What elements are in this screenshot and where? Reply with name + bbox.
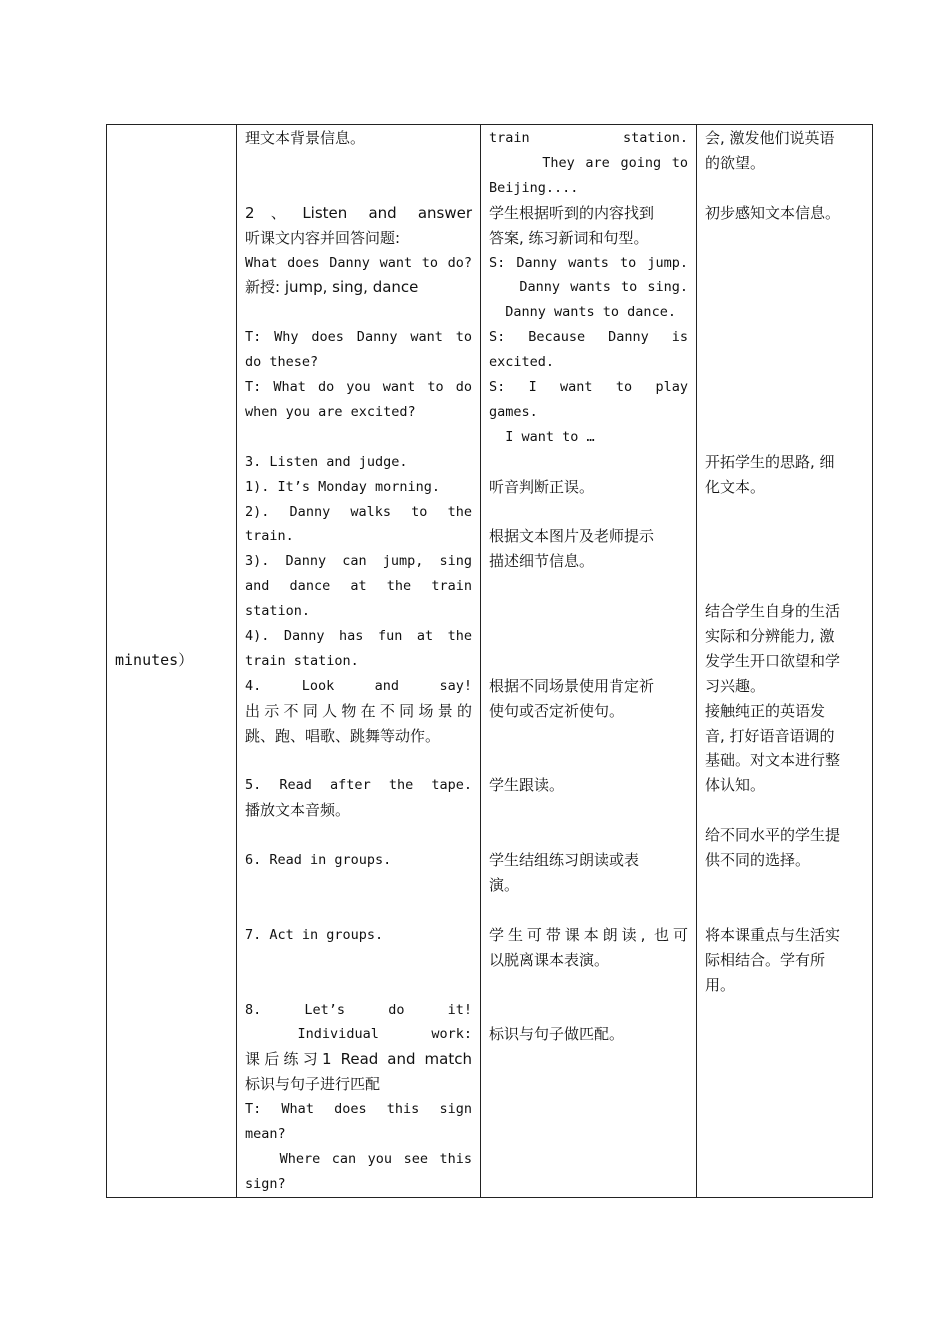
text-line: T: What does this sign [245,1101,472,1118]
text-line: 体认知。 [705,776,766,795]
text-line: 5. Read after the tape. [245,777,472,794]
teacher-activity-cell [237,125,481,1198]
text-line [705,300,864,325]
text-line: They are going to [489,154,689,171]
text-line: 给不同水平的学生提 [705,826,841,845]
text-line: 结合学生自身的生活 [705,602,841,620]
text-line: T: Why does Danny want to [245,329,472,346]
student-activity-lines [481,125,696,1047]
text-line [245,425,472,450]
stage-cell [107,125,237,1198]
text-line [245,973,472,998]
text-line: 演。 [489,876,520,895]
text-line [705,873,864,898]
text-line [705,350,864,375]
text-line: 理文本背景信息。 [245,129,366,147]
text-line: 跳、跑、唱歌、跳舞等动作。 [245,726,441,745]
text-line: 听课文内容并回答问题: [245,228,401,247]
text-line [705,898,864,923]
text-line [245,151,472,176]
text-line: 学生跟读。 [489,776,565,795]
text-line [245,749,472,774]
text-line: 根据不同场景使用肯定祈 [489,676,655,695]
design-intent-lines [697,125,872,997]
text-line: 学生结组练习朗读或表 [489,851,640,870]
text-line [705,325,864,350]
text-line: 标识与句子做匹配。 [489,1025,625,1044]
text-line: train station. [245,652,359,669]
text-line: 1). It’s Monday morning. [245,478,441,495]
text-line [705,176,864,201]
text-line: 描述细节信息。 [489,552,595,571]
text-line: 将本课重点与生活实 [705,925,841,944]
text-line: 的欲望。 [705,153,766,172]
table-row [107,125,873,1198]
text-line: 8. Let’s do it! [245,1001,472,1018]
text-line [245,176,472,201]
text-line [489,998,688,1023]
text-line: 学生根据听到的内容找到 [489,203,655,222]
text-line [489,749,688,774]
text-line: T: What do you want to do [245,379,472,396]
text-line: train station. [489,130,688,146]
text-line [489,624,688,649]
text-line: Beijing.... [489,179,579,196]
text-line: 根据文本图片及老师提示 [489,527,655,546]
text-line: and dance at the train [245,578,472,595]
text-line: 接触纯正的英语发 [705,701,826,720]
text-line: 7. Act in groups. [245,926,384,943]
text-line: excited. [489,354,555,371]
text-line: 答案, 练习新词和句型。 [489,228,649,247]
text-line: mean? [245,1126,286,1143]
text-line: station. [245,603,311,620]
text-line: 实际和分辨能力, 激 [705,626,835,645]
text-line: Individual work: [245,1026,472,1043]
text-line [489,574,688,599]
text-line [245,898,472,923]
lesson-plan-table [106,124,873,1198]
text-line: when you are excited? [245,403,416,420]
text-line [489,823,688,848]
text-line [245,948,472,973]
text-line: 音, 打好语音语调的 [705,726,835,745]
text-line: S: I want to play [489,379,688,396]
text-line [489,450,688,475]
text-line: 2、Listen and answer [245,203,472,222]
text-line: 学生可带课本朗读, 也可 [489,925,688,944]
text-line: What does Danny want to do? [245,254,472,271]
text-line: 新授: jump, sing, dance [245,278,419,297]
text-line: 发学生开口欲望和学 [705,651,841,670]
text-line: S: Because Danny is [489,329,688,346]
text-line [489,500,688,525]
stage-time-label: minutes） [115,651,194,670]
text-line [489,599,688,624]
text-line [705,375,864,400]
text-line [489,798,688,823]
text-line: 4). Danny has fun at the [245,628,472,645]
text-line: 使句或否定祈使句。 [489,701,625,720]
text-line [705,226,864,251]
text-line [705,400,864,425]
text-line: S: Danny wants to jump. [489,254,688,271]
text-line [705,499,864,524]
text-line: 以脱离课本表演。 [489,950,610,969]
teacher-activity-lines [237,125,480,1197]
text-line [705,574,864,599]
text-line: 化文本。 [705,477,766,496]
text-line [705,251,864,276]
text-line: 播放文本音频。 [245,801,351,820]
text-line [705,798,864,823]
text-line [489,898,688,923]
text-line [489,973,688,998]
text-line: 际相结合。学有所 [705,950,826,969]
text-line: I want to … [489,428,595,445]
text-line [705,425,864,450]
text-line: 6. Read in groups. [245,852,392,869]
text-line: Danny wants to dance. [489,304,676,321]
text-line: 3. Listen and judge. [245,453,408,470]
text-line: 听音判断正误。 [489,477,595,496]
text-line: 会, 激发他们说英语 [705,129,835,147]
text-line: games. [489,403,538,420]
text-line: Danny wants to sing. [489,279,688,296]
text-line: 2). Danny walks to the [245,503,472,520]
text-line: 4. Look and say! [245,677,472,694]
text-line: Where can you see this [245,1151,473,1167]
text-line: 出示不同人物在不同场景的 [245,701,472,720]
text-line: sign? [245,1175,286,1192]
text-line [705,549,864,574]
text-line: 初步感知文本信息。 [705,203,841,222]
text-line [245,823,472,848]
student-activity-cell [481,125,697,1198]
text-line [705,275,864,300]
text-line [245,300,472,325]
text-line: train. [245,528,294,545]
text-line [489,649,688,674]
design-intent-cell [697,125,873,1198]
text-line [705,524,864,549]
text-line: 习兴趣。 [705,676,766,695]
text-line: 标识与句子进行匹配 [245,1075,381,1094]
text-line: 课后练习1 Read and match [245,1050,472,1069]
text-line [245,873,472,898]
text-line: 供不同的选择。 [705,851,811,870]
text-line: 用。 [705,975,736,994]
text-line: 3). Danny can jump, sing [245,553,472,570]
text-line [489,724,688,749]
text-line: 基础。对文本进行整 [705,751,841,770]
text-line: do these? [245,354,319,371]
text-line: 开拓学生的思路, 细 [705,452,835,471]
